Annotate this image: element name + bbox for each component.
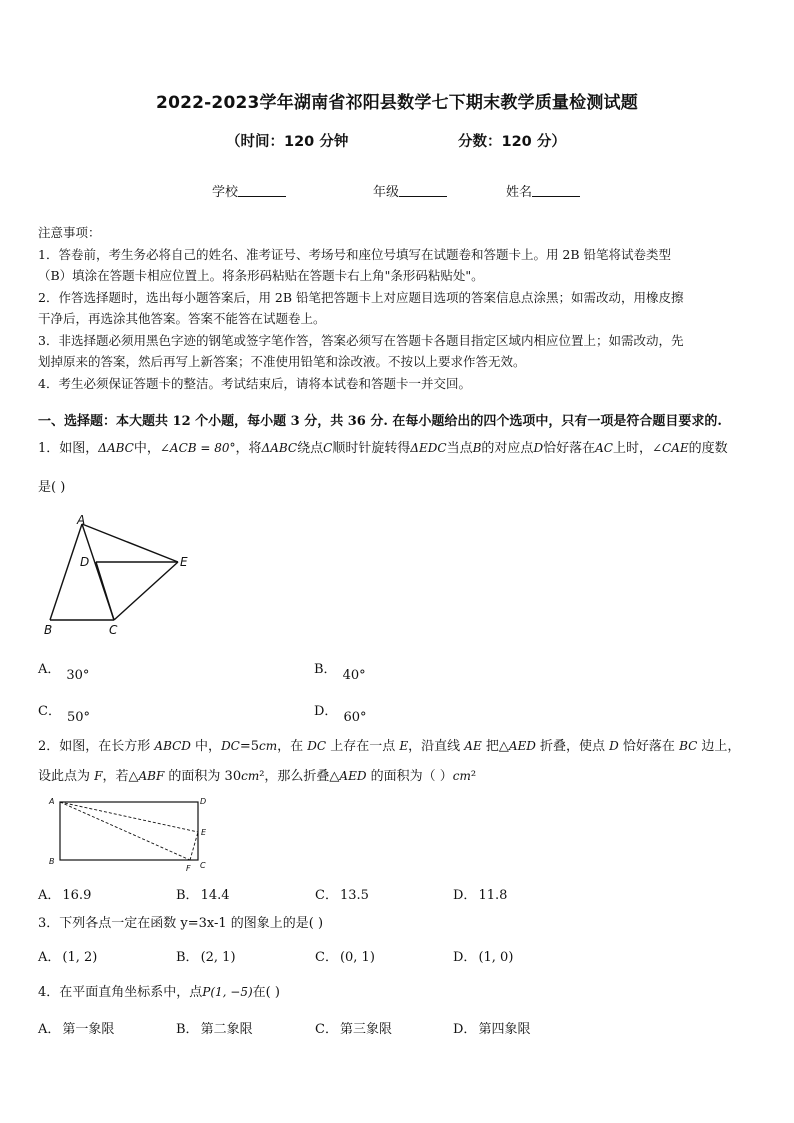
point-b-label: B bbox=[49, 857, 55, 866]
question-2-stem-cont: 设此点为 F，若△ABF 的面积为 30cm²，那么折叠△AED 的面积为（ ）cm² bbox=[38, 769, 477, 784]
point-e-label: E bbox=[180, 555, 188, 569]
point-f-label: F bbox=[186, 864, 191, 873]
point-b-label: B bbox=[44, 623, 53, 637]
question-2-stem: 2．如图，在长方形 ABCD 中，DC=5cm，在 DC 上存在一点 E，沿直线 AE 把△AED 折叠，使点 D 恰好落在 BC 边上， bbox=[38, 739, 741, 754]
notes-block bbox=[38, 222, 758, 394]
note-line: 4．考生必须保证答题卡的整洁。考试结束后，请将本试卷和答题卡一并交回。 bbox=[38, 375, 471, 391]
grade-field bbox=[373, 181, 447, 200]
q1-option-a[interactable]: A． 30° bbox=[38, 662, 90, 683]
point-c-label: C bbox=[200, 861, 206, 870]
segment-af bbox=[60, 802, 190, 860]
question-1-stem-cont: 是( ) bbox=[38, 480, 66, 495]
question-3-stem: 3．下列各点一定在函数 y=3x-1 的图象上的是( ) bbox=[38, 916, 324, 931]
point-a-label: A bbox=[77, 513, 86, 527]
question-2-figure bbox=[46, 794, 216, 874]
name-label: 姓名 bbox=[506, 185, 533, 200]
q2-option-b[interactable]: B． 14.4 bbox=[176, 888, 230, 903]
notes-heading: 注意事项： bbox=[38, 225, 101, 240]
segment-ce bbox=[114, 562, 178, 620]
q3-option-d[interactable]: D． (1, 0) bbox=[453, 950, 514, 965]
note-line: 2．作答选择题时，选出每小题答案后，用 2B 铅笔把答题卡上对应题目选项的答案信息点涂黑；如需改动，用橡皮擦 bbox=[38, 289, 684, 305]
q4-option-c[interactable]: C． 第三象限 bbox=[315, 1022, 392, 1037]
q3-option-c[interactable]: C． (0, 1) bbox=[315, 950, 375, 965]
name-blank[interactable] bbox=[532, 184, 580, 197]
segment-fe bbox=[190, 832, 198, 860]
segment-dc bbox=[96, 562, 114, 620]
q4-option-b[interactable]: B． 第二象限 bbox=[176, 1022, 253, 1037]
q2-option-d[interactable]: D． 11.8 bbox=[453, 888, 508, 903]
school-field bbox=[212, 181, 286, 200]
q4-option-a[interactable]: A． 第一象限 bbox=[38, 1022, 115, 1037]
q1-option-b[interactable]: B． 40° bbox=[314, 662, 366, 683]
point-d-label: D bbox=[80, 555, 90, 569]
q1-option-c[interactable]: C． 50° bbox=[38, 704, 90, 725]
rectangle-abcd bbox=[60, 802, 198, 860]
exam-time: （时间：120 分钟 bbox=[226, 134, 349, 150]
point-a-label: A bbox=[49, 797, 55, 806]
q4-option-d[interactable]: D． 第四象限 bbox=[453, 1022, 531, 1037]
fold-line-ae bbox=[60, 802, 198, 832]
note-line: 干净后，再选涂其他答案。答案不能答在试题卷上。 bbox=[38, 311, 326, 326]
grade-label: 年级 bbox=[373, 185, 400, 200]
point-c-label: C bbox=[109, 623, 118, 637]
page-title: 2022-2023学年湖南省祁阳县数学七下期末教学质量检测试题 bbox=[156, 93, 638, 113]
point-e-label: E bbox=[201, 828, 207, 837]
grade-blank[interactable] bbox=[399, 184, 447, 197]
segment-ae bbox=[82, 524, 178, 562]
note-line: 3．非选择题必须用黑色字迹的钢笔或签字笔作答，答案必须写在答题卡各题目指定区域内相应位置上；如需改动，先 bbox=[38, 332, 684, 348]
section-heading: 一、选择题：本大题共 12 个小题，每小题 3 分，共 36 分. 在每小题给出的四个选项中，只有一项是符合题目要求的. bbox=[38, 414, 722, 429]
question-1-figure bbox=[38, 512, 198, 640]
note-line: （B）填涂在答题卡相应位置上。将条形码粘贴在答题卡右上角"条形码粘贴处"。 bbox=[38, 268, 484, 283]
name-field bbox=[506, 181, 580, 200]
point-d-label: D bbox=[200, 797, 207, 806]
question-4-stem: 4．在平面直角坐标系中，点P(1, −5)在( ) bbox=[38, 985, 280, 1000]
note-line: 1．答卷前，考生务必将自己的姓名、准考证号、考场号和座位号填写在试题卷和答题卡上。用 2B 铅笔将试卷类型 bbox=[38, 246, 672, 262]
note-line: 划掉原来的答案，然后再写上新答案；不准使用铅笔和涂改液。不按以上要求作答无效。 bbox=[38, 354, 526, 369]
q2-option-c[interactable]: C． 13.5 bbox=[315, 888, 369, 903]
question-1-stem: 1．如图，ΔABC中，∠ACB = 80°，将ΔABC绕点C顺时针旋转得ΔEDC当点B的对应点D恰好落在AC上时，∠CAE的度数 bbox=[38, 441, 728, 456]
q1-option-d[interactable]: D． 60° bbox=[314, 704, 367, 725]
q3-option-a[interactable]: A． (1, 2) bbox=[38, 950, 98, 965]
q2-option-a[interactable]: A． 16.9 bbox=[38, 888, 92, 903]
exam-score: 分数：120 分） bbox=[458, 134, 566, 150]
school-label: 学校 bbox=[212, 185, 239, 200]
segment-ab bbox=[50, 524, 82, 620]
q3-option-b[interactable]: B． (2, 1) bbox=[176, 950, 236, 965]
school-blank[interactable] bbox=[238, 184, 286, 197]
